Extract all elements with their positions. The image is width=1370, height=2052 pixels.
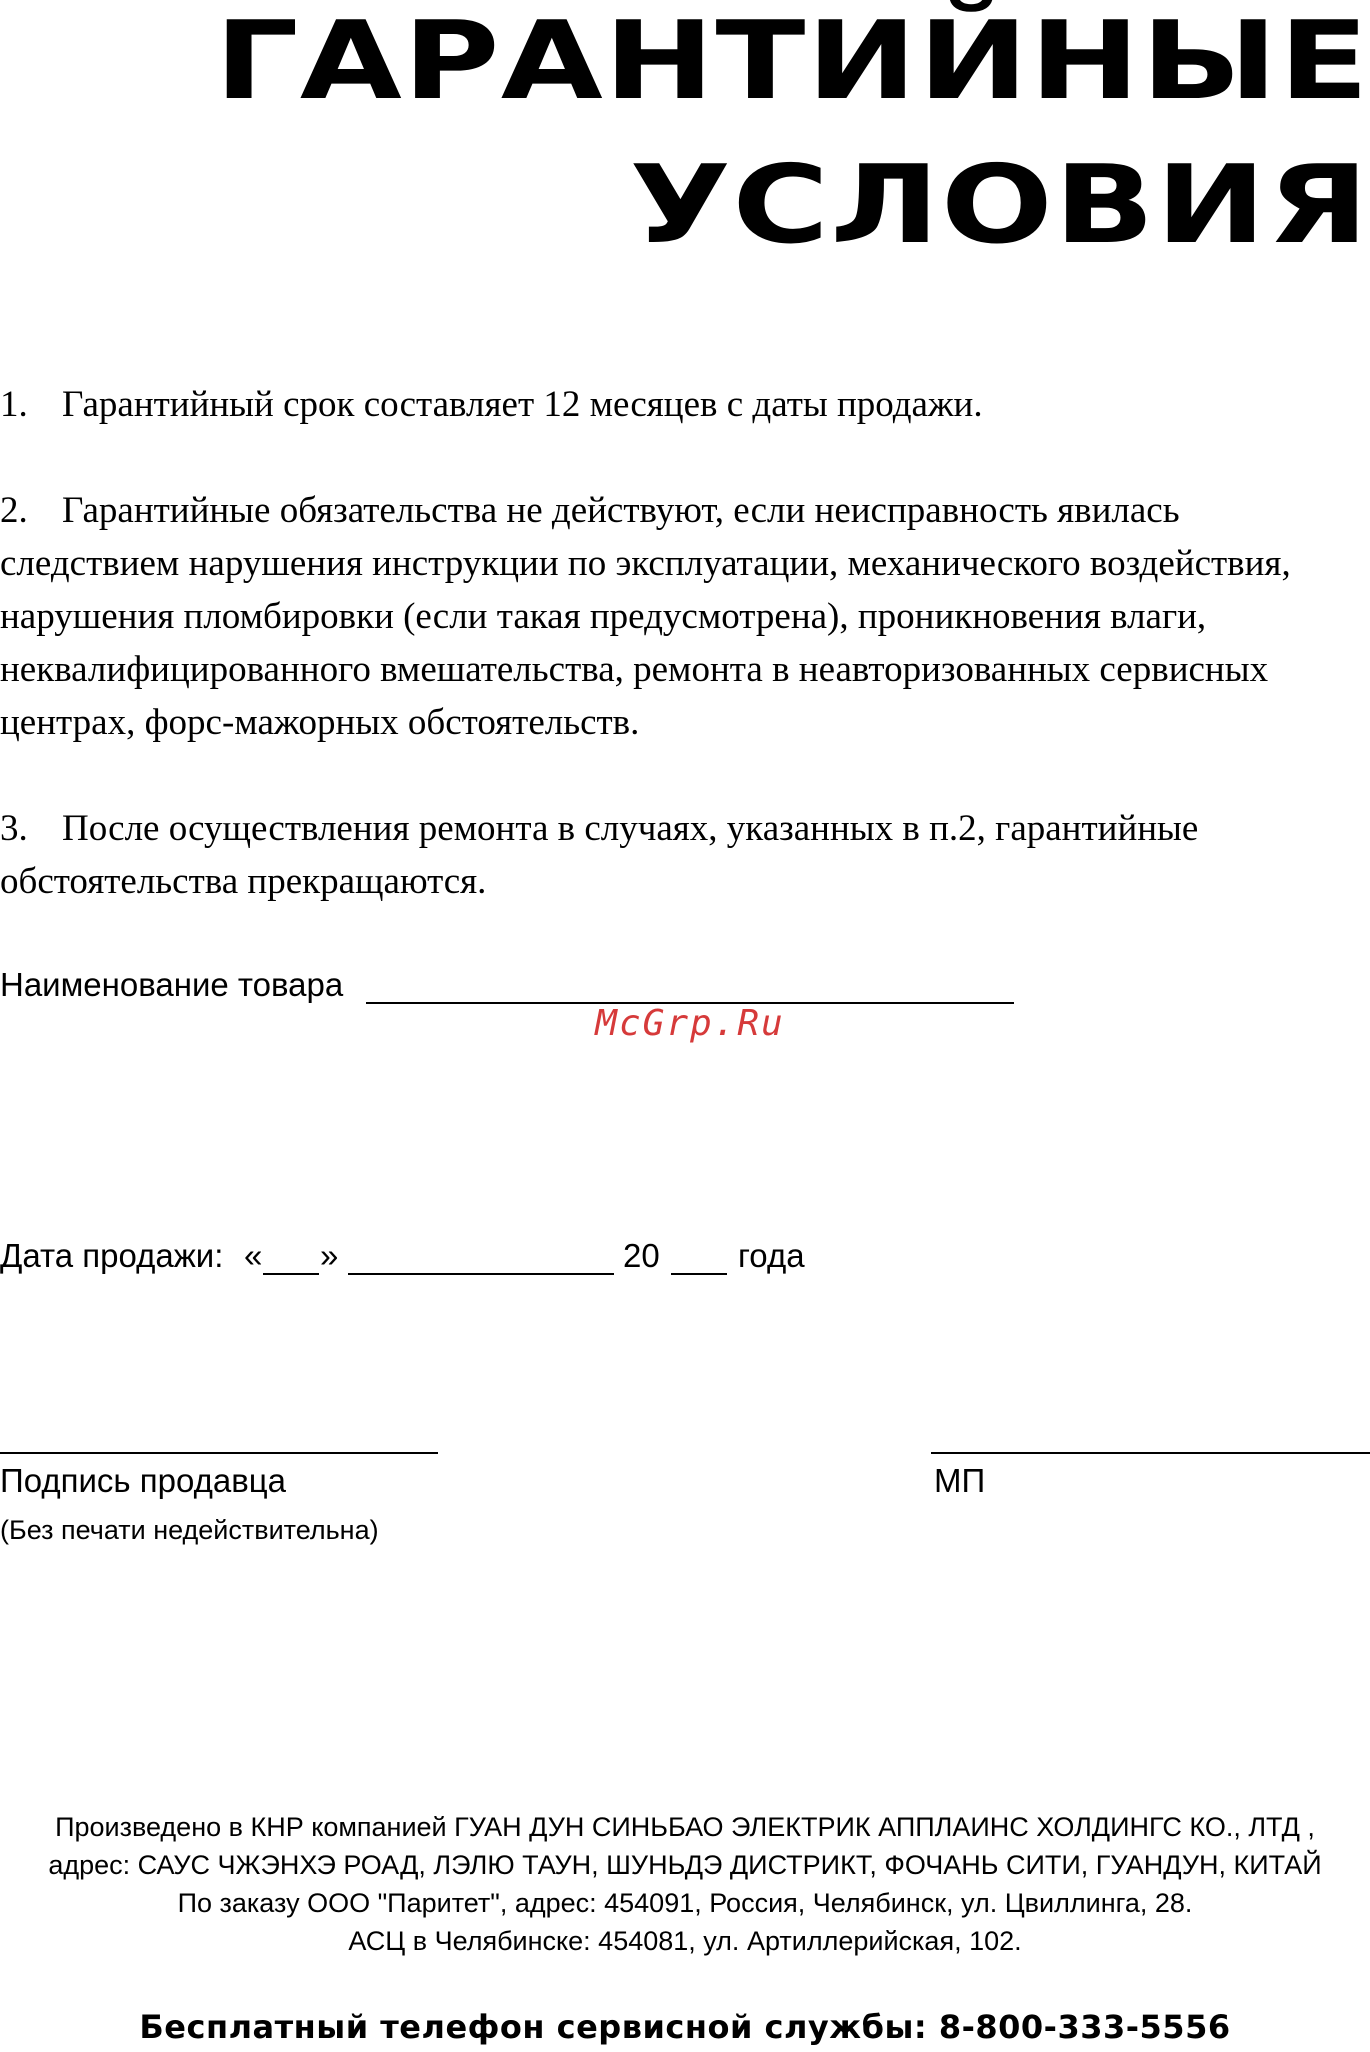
clause-2	[0, 484, 1330, 749]
service-phone: Бесплатный телефон сервисной службы: 8-800-333-5556	[139, 2008, 1231, 2046]
page-title-line-1: ГАРАНТИЙНЫЕ	[214, 0, 1370, 124]
seller-signature-note: (Без печати недействительна)	[0, 1515, 379, 1545]
year-suffix: года	[738, 1237, 805, 1274]
footer-line: По заказу ООО "Паритет", адрес: 454091, Россия, Челябинск, ул. Цвиллинга, 28.	[177, 1888, 1193, 1918]
clause-1	[0, 378, 1330, 431]
clause-text: Гарантийный срок составляет 12 месяцев с даты продажи.	[62, 384, 983, 425]
watermark: McGrp.Ru	[595, 1003, 785, 1044]
clause-number: 3.	[0, 808, 28, 849]
clause-number: 1.	[0, 384, 28, 425]
warranty-clauses	[0, 378, 1330, 961]
sale-month-field[interactable]	[348, 1273, 614, 1275]
quote-close: »	[320, 1237, 339, 1274]
quote-open: «	[244, 1237, 263, 1274]
sale-day-field[interactable]	[263, 1273, 319, 1275]
clause-3	[0, 802, 1330, 908]
footer-line: АСЦ в Челябинске: 454081, ул. Артиллерийская, 102.	[348, 1926, 1022, 1956]
clause-text: Гарантийные обязательства не действуют, если неисправность явилась следствием нарушения инструкции по эксплуатации, механического воздействия, нарушения пломбировки (если такая предусмотрена), проникновения влаги, неквалифицированного вмешательства, ремонта в неавторизованных сервисных центрах, форс-мажорных обстоятельств.	[0, 490, 1291, 743]
stamp-field[interactable]	[931, 1452, 1370, 1454]
stamp-label: МП	[934, 1462, 986, 1499]
sale-date-label: Дата продажи:	[0, 1237, 224, 1274]
manufacturer-info	[0, 1808, 1370, 1960]
sale-year-field[interactable]	[671, 1273, 727, 1275]
clause-number: 2.	[0, 490, 28, 531]
product-name-label: Наименование товара	[0, 966, 344, 1003]
clause-text: После осуществления ремонта в случаях, указанных в п.2, гарантийные обстоятельства прекращаются.	[0, 808, 1199, 902]
footer-line: адрес: САУС ЧЖЭНХЭ РОАД, ЛЭЛЮ ТАУН, ШУНЬДЭ ДИСТРИКТ, ФОЧАНЬ СИТИ, ГУАНДУН, КИТАЙ	[48, 1850, 1322, 1880]
seller-signature-field[interactable]	[0, 1452, 438, 1454]
seller-signature-label: Подпись продавца	[0, 1462, 287, 1499]
page-title-line-2: УСЛОВИЯ	[629, 143, 1370, 268]
year-prefix: 20	[623, 1237, 660, 1274]
footer-line: Произведено в КНР компанией ГУАН ДУН СИНЬБАО ЭЛЕКТРИК АППЛАИНС ХОЛДИНГС КО., ЛТД ,	[55, 1812, 1315, 1842]
